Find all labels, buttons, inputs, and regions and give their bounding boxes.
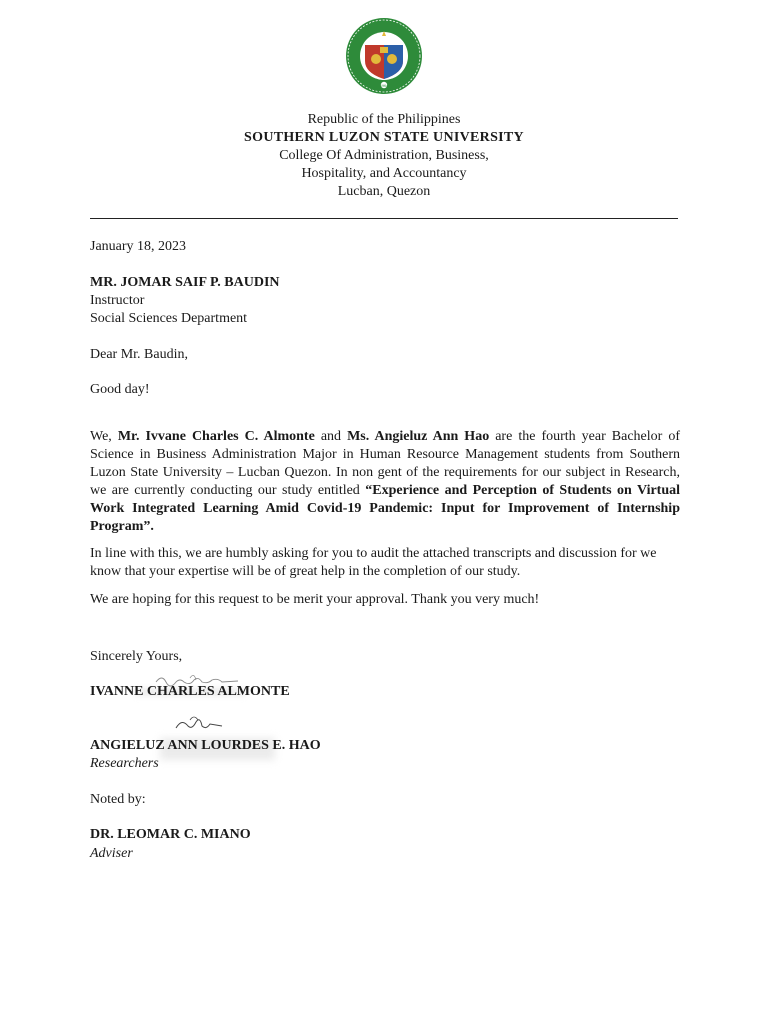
university-name: SOUTHERN LUZON STATE UNIVERSITY [244,130,524,145]
salutation: Dear Mr. Baudin, [90,347,188,362]
signature-2-image [172,712,227,734]
recipient-title: Instructor [90,293,145,308]
researchers-label: Researchers [90,756,159,771]
university-seal-logo [345,17,423,95]
body-paragraph-3: We are hoping for this request to be merit your approval. Thank you very much! [90,592,540,607]
college-line-2: Hospitality, and Accountancy [301,166,467,181]
adviser-label: Adviser [90,846,133,861]
student-name-1: Mr. Ivvane Charles C. Almonte [117,429,315,444]
para1-text-1: We, [90,429,118,444]
recipient-department: Social Sciences Department [90,311,248,326]
greeting: Good day! [90,382,150,397]
letter-date: January 18, 2023 [90,239,187,254]
header-divider [90,218,678,219]
adviser-name: DR. LEOMAR C. MIANO [90,827,251,842]
body-paragraph-2: In line with this, we are humbly asking for you to audit the attached transcripts and discussion for we know that your expertise will be of great help in the completion of our study. [90,546,657,579]
body-paragraph-1 [90,428,680,536]
republic-line: Republic of the Philippines [307,112,461,127]
para1-text-3: are the fourth year Bachelor of Science in Business Administration Major in Human Resource Management students from Southern Luzon State University – Lucban Quezon. In non gent of the requirements for our subject in Research, we are currently conducting our study entitled [90,429,680,498]
student-name-2: Ms. Angieluz Ann Hao [347,429,490,444]
location-line: Lucban, Quezon [337,184,431,199]
researcher-1-name: IVANNE CHARLES ALMONTE [90,684,290,699]
para1-text-2: and [314,429,348,444]
letterhead [0,111,768,201]
recipient-block [90,274,680,328]
recipient-name: MR. JOMAR SAIF P. BAUDIN [90,275,280,290]
closing: Sincerely Yours, [90,649,183,664]
study-title: “Experience and Perception of Students on Virtual Work Integrated Learning Amid Covid-19 Pandemic: Input for Improvement of Internship Program”. [90,483,681,534]
college-line-1: College Of Administration, Business, [279,148,489,163]
seal-year: 1964 [379,84,389,88]
noted-by-label: Noted by: [90,792,146,807]
researcher-2-name: ANGIELUZ ANN LOURDES E. HAO [90,738,321,753]
